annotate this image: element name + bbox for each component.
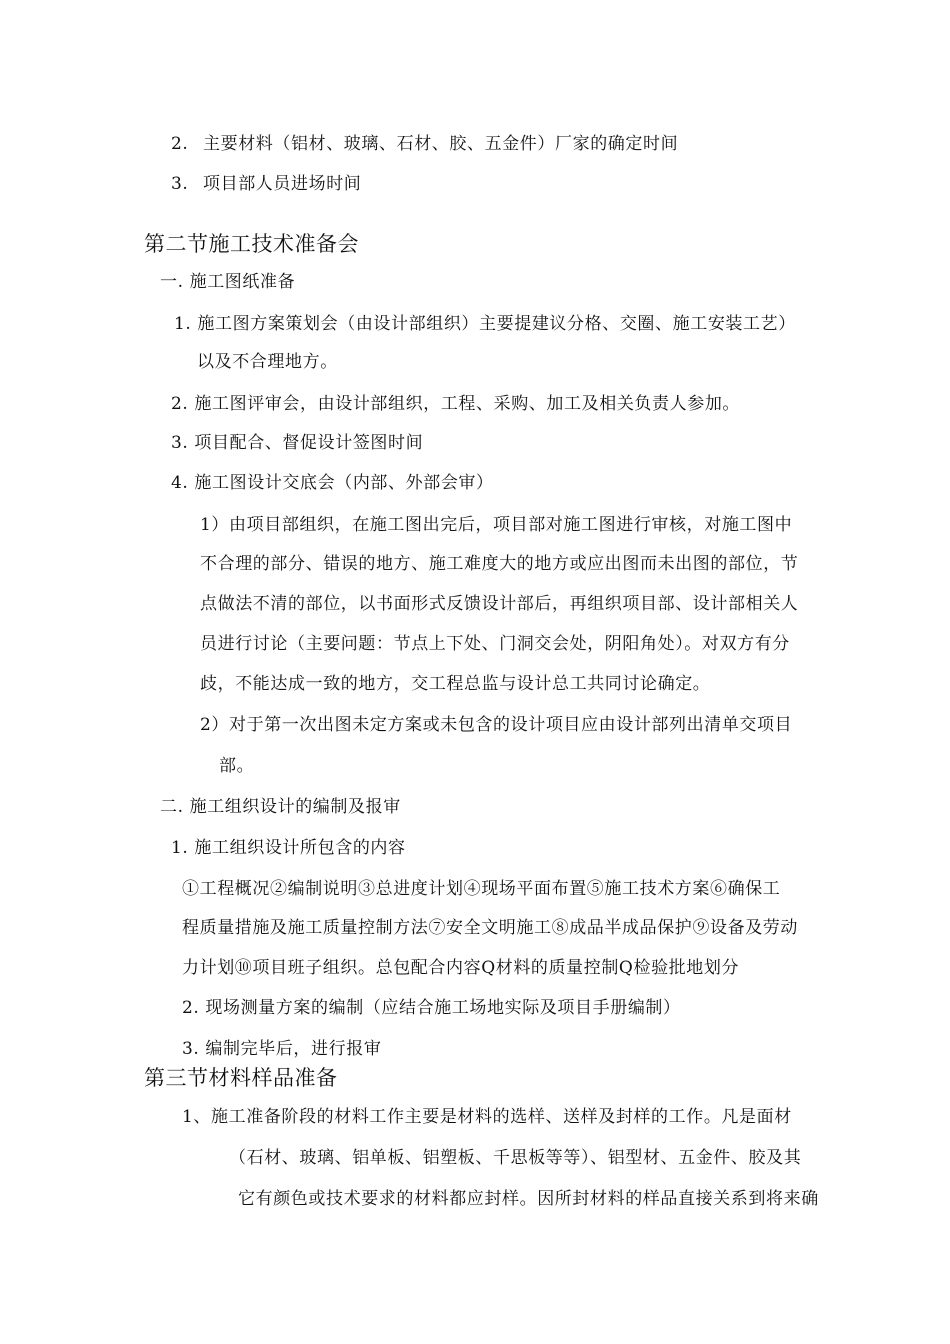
- paragraph-line: 1. 施工图方案策划会（由设计部组织）主要提建议分格、交圈、施工安装工艺）: [174, 314, 796, 334]
- paragraph-line: 员进行讨论（主要问题：节点上下处、门洞交会处，阴阳角处）。对双方有分: [200, 634, 790, 654]
- paragraph-line: 以及不合理地方。: [197, 352, 338, 372]
- subsection-heading: 二. 施工组织设计的编制及报审: [160, 797, 401, 817]
- paragraph-line: 2. 施工图评审会，由设计部组织，工程、采购、加工及相关负责人参加。: [171, 394, 741, 414]
- list-item-number: 3.: [171, 174, 189, 194]
- paragraph-line: 程质量措施及施工质量控制方法⑦安全文明施工⑧成品半成品保护⑨设备及劳动: [182, 918, 798, 938]
- paragraph-line: 1、施工准备阶段的材料工作主要是材料的选样、送样及封样的工作。凡是面材: [182, 1107, 792, 1127]
- paragraph-line: （石材、玻璃、铝单板、铝塑板、千思板等等）、铝型材、五金件、胶及其: [229, 1148, 802, 1168]
- paragraph-line: 部。: [219, 756, 255, 776]
- list-item-text: 主要材料（铝材、玻璃、石材、胶、五金件）厂家的确定时间: [203, 134, 679, 154]
- section-title: 第二节施工技术准备会: [144, 232, 359, 256]
- paragraph-line: 歧，不能达成一致的地方，交工程总监与设计总工共同讨论确定。: [200, 674, 711, 694]
- paragraph-line: 4. 施工图设计交底会（内部、外部会审）: [171, 473, 494, 493]
- paragraph-line: 点做法不清的部位，以书面形式反馈设计部后，再组织项目部、设计部相关人: [200, 594, 799, 614]
- paragraph-line: 1. 施工组织设计所包含的内容: [171, 838, 406, 858]
- paragraph-line: 它有颜色或技术要求的材料都应封样。因所封材料的样品直接关系到将来确: [238, 1189, 819, 1209]
- list-item-text: 项目部人员进场时间: [203, 174, 362, 194]
- paragraph-line: 3. 编制完毕后，进行报审: [182, 1039, 382, 1059]
- paragraph-line: 力计划⑩项目班子组织。总包配合内容Q材料的质量控制Q检验批地划分: [182, 958, 740, 978]
- paragraph-line: 2. 现场测量方案的编制（应结合施工场地实际及项目手册编制）: [182, 998, 681, 1018]
- paragraph-line: 3. 项目配合、督促设计签图时间: [171, 433, 424, 453]
- paragraph-line: 不合理的部分、错误的地方、施工难度大的地方或应出图而未出图的部位，节: [200, 554, 799, 574]
- paragraph-line: 2）对于第一次出图未定方案或未包含的设计项目应由设计部列出清单交项目: [200, 715, 793, 735]
- paragraph-line: 1）由项目部组织，在施工图出完后，项目部对施工图进行审核，对施工图中: [200, 515, 793, 535]
- section-title: 第三节材料样品准备: [144, 1066, 338, 1090]
- list-item-number: 2.: [171, 134, 189, 154]
- paragraph-line: ①工程概况②编制说明③总进度计划④现场平面布置⑤施工技术方案⑥确保工: [182, 879, 781, 899]
- subsection-heading: 一. 施工图纸准备: [160, 272, 296, 292]
